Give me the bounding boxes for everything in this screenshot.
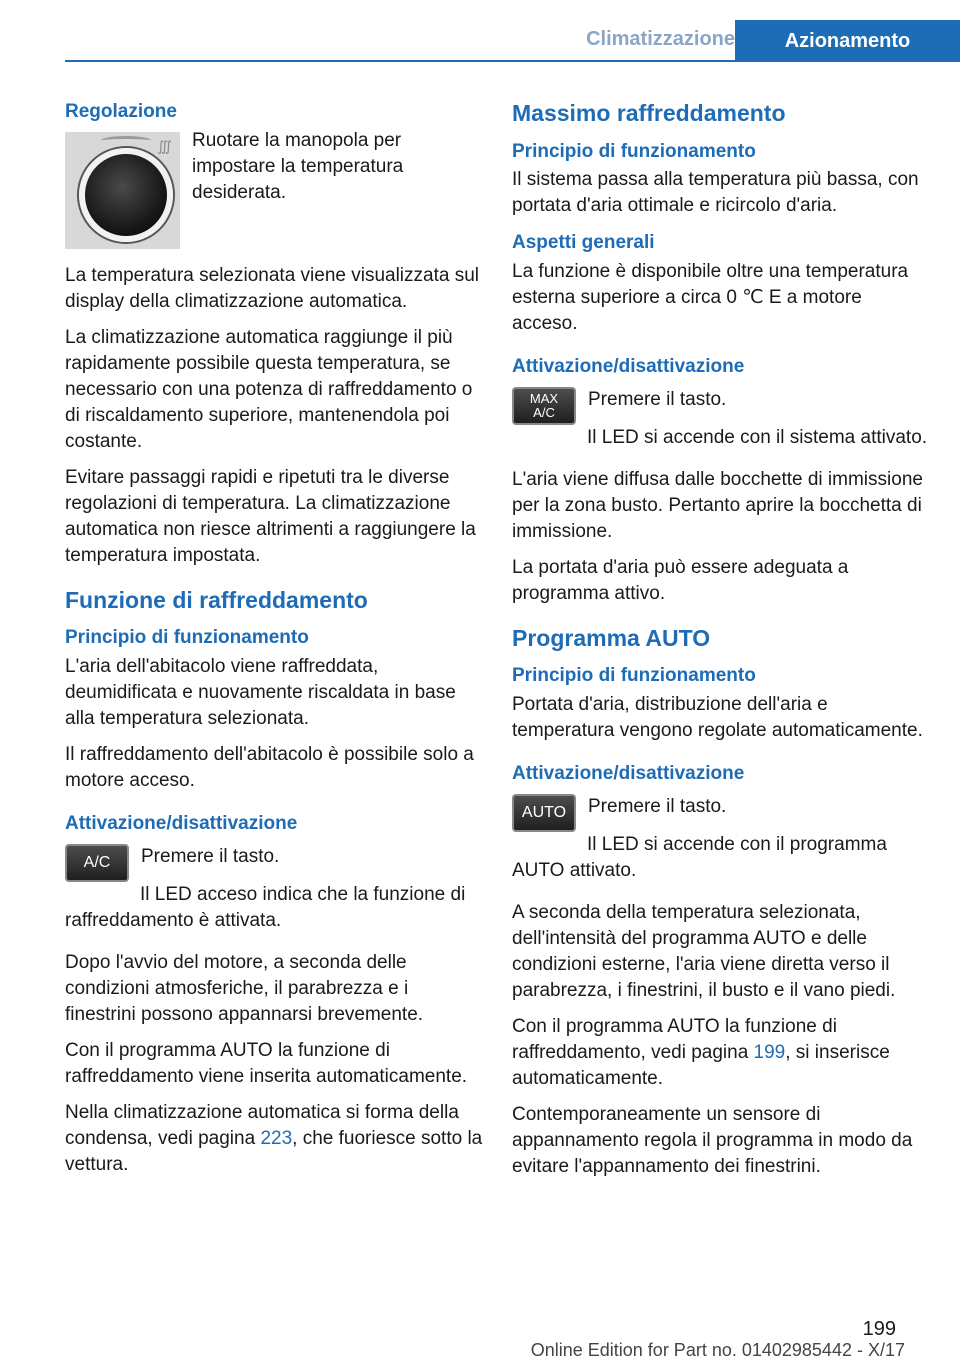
paragraph: La funzione è disponibile oltre una temperatura esterna superiore a circa 0 ℃ E a motore acceso. (512, 261, 909, 335)
knob-icon (79, 148, 173, 242)
paragraph: Portata d'aria, distribuzione dell'aria e temperatura vengono regolate automaticamente. (512, 694, 923, 742)
cooling-led-text: Il LED acceso indica che la funzione di raffreddamento è attivata. (65, 883, 466, 931)
auto-program-heading: Programma AUTO (512, 624, 711, 651)
cooling-heading: Funzione di raffreddamento (65, 586, 368, 613)
auto-principle-heading: Principio di funzionamento (512, 665, 756, 687)
page-link-223[interactable]: 223 (260, 1127, 293, 1149)
right-column (512, 100, 930, 1190)
auto-button-icon: AUTO (512, 794, 576, 832)
paragraph: Dopo l'avvio del motore, a seconda delle condizioni atmosferiche, il parabrezza e i finestrini possono appannarsi brevemente. (65, 951, 424, 1025)
auto-press-text: Premere il tasto. (588, 795, 727, 817)
auto-cooling-paragraph: Con il programma AUTO la funzione di raffreddamento, vedi pagina 199, si inserisce automaticamente. (512, 1015, 890, 1089)
paragraph: L'aria viene diffusa dalle bocchette di immissione per la zona busto. Pertanto aprire la bocchetta di immissione. (512, 468, 923, 542)
ac-button-row (65, 844, 483, 882)
paragraph: Contemporaneamente un sensore di appannamento regola il programma in modo da evitare l'appannamento dei finestrini. (512, 1103, 913, 1177)
cooling-press-text: Premere il tasto. (141, 845, 280, 867)
header-rule (65, 60, 960, 62)
left-column (65, 100, 483, 1188)
max-ac-button-row (512, 387, 930, 425)
paragraph: Il raffreddamento dell'abitacolo è possibile solo a motore acceso. (65, 744, 474, 792)
cooling-principle-heading: Principio di funzionamento (65, 627, 309, 649)
edition-text: Online Edition for Part no. 01402985442 - X/17 (530, 1340, 905, 1360)
max-press-text: Premere il tasto. (588, 388, 727, 410)
page-link-199[interactable]: 199 (753, 1041, 786, 1063)
regolazione-fig-text: Ruotare la manopola per impostare la temperatura desiderata. (192, 129, 404, 203)
max-general-heading: Aspetti generali (512, 232, 655, 254)
paragraph: La temperatura selezionata viene visualizzata sul display della climatizzazione automatica. (65, 264, 480, 312)
auto-activation-heading: Attivazione/disattivazione (512, 763, 745, 785)
max-principle-heading: Principio di funzionamento (512, 140, 756, 162)
max-ac-button-icon: MAX A/C (512, 387, 576, 425)
paragraph: Evitare passaggi rapidi e ripetuti tra le diverse regolazioni di temperatura. La climatizzazione automatica non riesce altrimenti a raggiungere la temperatura impostata. (65, 466, 476, 566)
ac-button-icon: A/C (65, 844, 129, 882)
page-header (0, 20, 960, 62)
heat-wave-icon: ∭ (157, 137, 172, 154)
condensation-paragraph: Nella climatizzazione automatica si forma della condensa, vedi pagina 223, che fuoriesce sotto la vettura. (65, 1101, 483, 1175)
paragraph: La climatizzazione automatica raggiunge il più rapidamente possibile questa temperatura, se necessario con una potenza di raffreddamento o di riscaldamento superiore, mantenendola poi costante. (65, 326, 473, 452)
paragraph: Con il programma AUTO la funzione di raffreddamento viene inserita automaticamente. (65, 1039, 468, 1087)
paragraph: La portata d'aria può essere adeguata a programma attivo. (512, 556, 849, 604)
cooling-activation-heading: Attivazione/disattivazione (65, 813, 298, 835)
knob-arc-icon (101, 136, 151, 145)
header-active-tab[interactable]: Azionamento (735, 20, 960, 62)
max-led-text: Il LED si accende con il sistema attivato. (587, 426, 928, 448)
temperature-knob-image (65, 132, 180, 249)
auto-button-row (512, 794, 930, 832)
paragraph: Il sistema passa alla temperatura più bassa, con portata d'aria ottimale e ricircolo d'aria. (512, 169, 919, 217)
page-number: 199 (862, 1318, 896, 1340)
max-activation-heading: Attivazione/disattivazione (512, 356, 745, 378)
regolazione-figure-row (65, 128, 483, 249)
regolazione-heading: Regolazione (65, 101, 177, 122)
header-section-title: Climatizzazione (586, 28, 735, 50)
auto-led-text: Il LED si accende con il programma AUTO attivato. (512, 833, 887, 881)
paragraph: A seconda della temperatura selezionata, dell'intensità del programma AUTO e delle condizioni esterne, l'aria viene diretta verso il parabrezza, i finestrini, il busto e il vano piedi. (512, 901, 896, 1001)
max-cooling-heading: Massimo raffreddamento (512, 100, 786, 126)
paragraph: L'aria dell'abitacolo viene raffreddata, deumidificata e nuovamente riscaldata in base alla temperatura selezionata. (65, 656, 456, 730)
